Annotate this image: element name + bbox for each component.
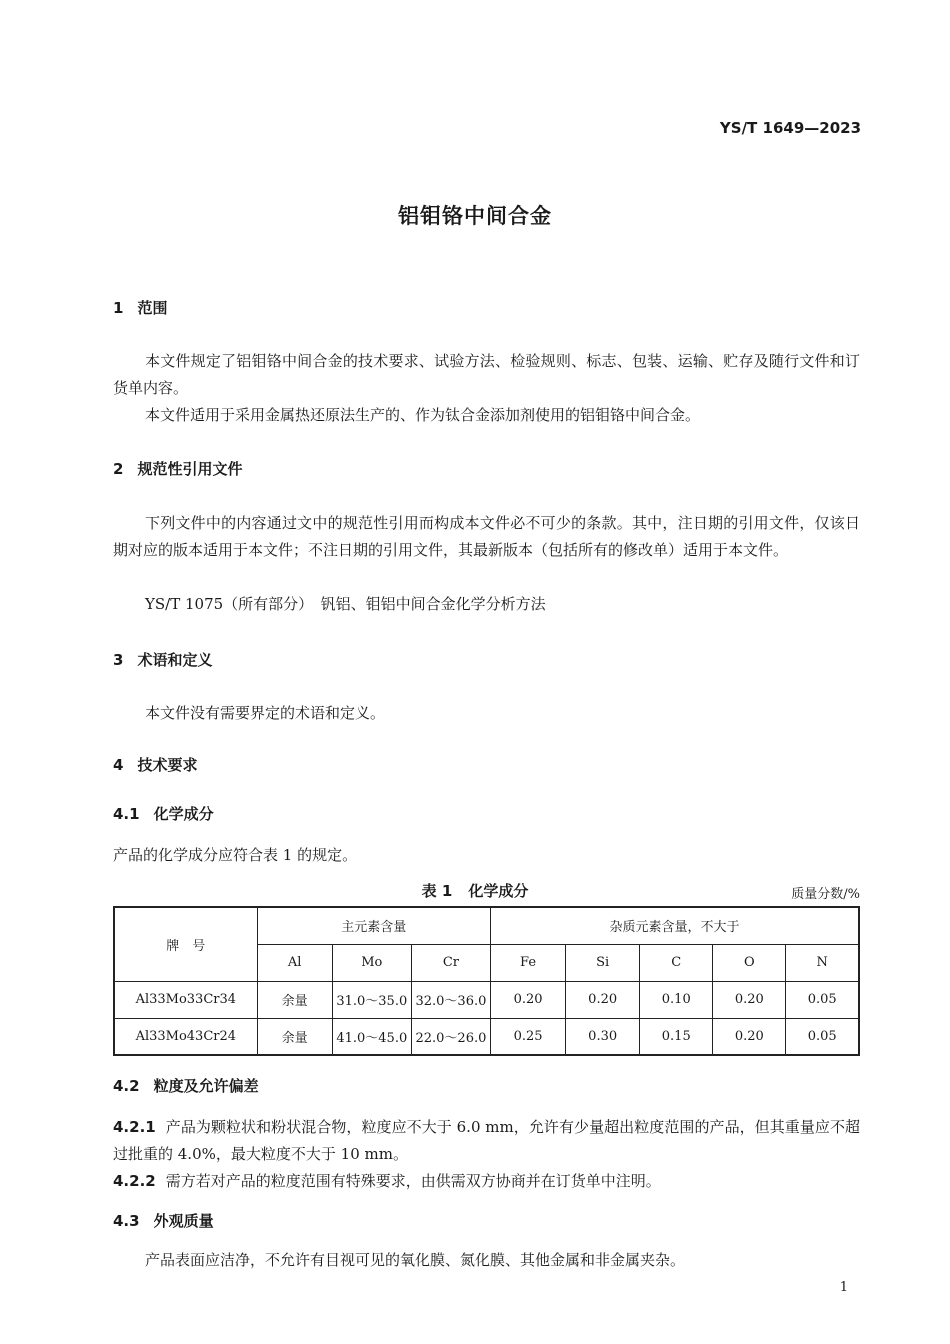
column-header: N: [786, 944, 859, 981]
section-number: 4.2: [113, 1077, 140, 1095]
section-2-heading: [113, 458, 242, 479]
table-row: [114, 1018, 859, 1055]
table-caption-number: 表 1: [421, 882, 453, 900]
paragraph: 本文件没有需要界定的术语和定义。: [145, 704, 386, 722]
section-title: 规范性引用文件: [137, 460, 243, 478]
section-number: 4.3: [113, 1212, 140, 1230]
paragraph: 下列文件中的内容通过文中的规范性引用而构成本文件必不可少的条款。其中，注日期的引用文件，仅该日期对应的版本适用于本文件；不注日期的引用文件，其最新版本（包括所有的修改单）适用于本文件。: [113, 514, 860, 559]
reference-entry: YS/T 1075（所有部分） 钒铝、钼铝中间合金化学分析方法: [145, 595, 546, 613]
section-title: 技术要求: [137, 756, 198, 774]
section-4-2-heading: [113, 1075, 259, 1096]
section-title: 外观质量: [153, 1212, 214, 1230]
table-cell: 余量: [257, 981, 332, 1018]
table-cell: 32.0～36.0: [411, 981, 490, 1018]
table-cell: 41.0～45.0: [332, 1018, 411, 1055]
grade-cell: Al33Mo33Cr34: [114, 981, 257, 1018]
document-title: 铝钼铬中间合金: [398, 204, 552, 228]
column-header: Mo: [332, 944, 411, 981]
paragraph: 产品的化学成分应符合表 1 的规定。: [113, 846, 358, 864]
section-title: 范围: [137, 299, 168, 317]
impurity-elements-header: 杂质元素含量，不大于: [491, 907, 859, 944]
table-cell: 0.20: [566, 981, 640, 1018]
paragraph: 本文件适用于采用金属热还原法生产的、作为钛合金添加剂使用的铝钼铬中间合金。: [145, 406, 701, 424]
clause-number: 4.2.1: [113, 1118, 156, 1136]
table-cell: 0.30: [566, 1018, 640, 1055]
paragraph: 产品表面应洁净，不允许有目视可见的氧化膜、氮化膜、其他金属和非金属夹杂。: [145, 1251, 686, 1269]
table-cell: 0.20: [491, 981, 566, 1018]
section-3-heading: [113, 649, 212, 670]
section-title: 化学成分: [153, 805, 214, 823]
section-number: 1: [113, 299, 124, 317]
column-header: Fe: [491, 944, 566, 981]
table-cell: 0.05: [786, 981, 859, 1018]
table-cell: 22.0～26.0: [411, 1018, 490, 1055]
chemical-composition-table: [113, 906, 860, 1056]
table-row: [114, 981, 859, 1018]
section-number: 4: [113, 756, 124, 774]
clause-text: 产品为颗粒状和粉状混合物，粒度应不大于 6.0 mm，允许有少量超出粒度范围的产品，但其重量应不超过批重的 4.0%，最大粒度不大于 10 mm。: [113, 1118, 860, 1163]
grade-cell: Al33Mo43Cr24: [114, 1018, 257, 1055]
section-4-3-heading: [113, 1210, 214, 1231]
table-cell: 0.25: [491, 1018, 566, 1055]
table-caption-title: 化学成分: [468, 882, 529, 900]
section-number: 4.1: [113, 805, 140, 823]
table-unit: 质量分数/%: [791, 887, 860, 902]
section-1-heading: [113, 297, 167, 318]
clause-number: 4.2.2: [113, 1172, 156, 1190]
main-elements-header: 主元素含量: [257, 907, 490, 944]
section-number: 3: [113, 651, 124, 669]
section-4-1-heading: [113, 803, 214, 824]
table-cell: 0.15: [640, 1018, 713, 1055]
section-title: 术语和定义: [137, 651, 213, 669]
clause-text: 需方若对产品的粒度范围有特殊要求，由供需双方协商并在订货单中注明。: [165, 1172, 661, 1190]
column-header: Cr: [411, 944, 490, 981]
clause-4-2-2: [113, 1168, 860, 1195]
table-cell: 余量: [257, 1018, 332, 1055]
standard-code: YS/T 1649—2023: [719, 119, 861, 137]
grade-header: 牌 号: [114, 907, 257, 981]
table-cell: 0.10: [640, 981, 713, 1018]
table-cell: 0.05: [786, 1018, 859, 1055]
section-4-heading: [113, 754, 197, 775]
page-number: 1: [839, 1280, 848, 1295]
section-title: 粒度及允许偏差: [153, 1077, 259, 1095]
paragraph: 本文件规定了铝钼铬中间合金的技术要求、试验方法、检验规则、标志、包装、运输、贮存及随行文件和订货单内容。: [113, 352, 860, 397]
table-header-row: [114, 907, 859, 944]
table-cell: 0.20: [713, 1018, 786, 1055]
column-header: Al: [257, 944, 332, 981]
table-cell: 31.0～35.0: [332, 981, 411, 1018]
column-header: Si: [566, 944, 640, 981]
column-header: C: [640, 944, 713, 981]
section-number: 2: [113, 460, 124, 478]
clause-4-2-1: [113, 1114, 860, 1168]
column-header: O: [713, 944, 786, 981]
table-cell: 0.20: [713, 981, 786, 1018]
